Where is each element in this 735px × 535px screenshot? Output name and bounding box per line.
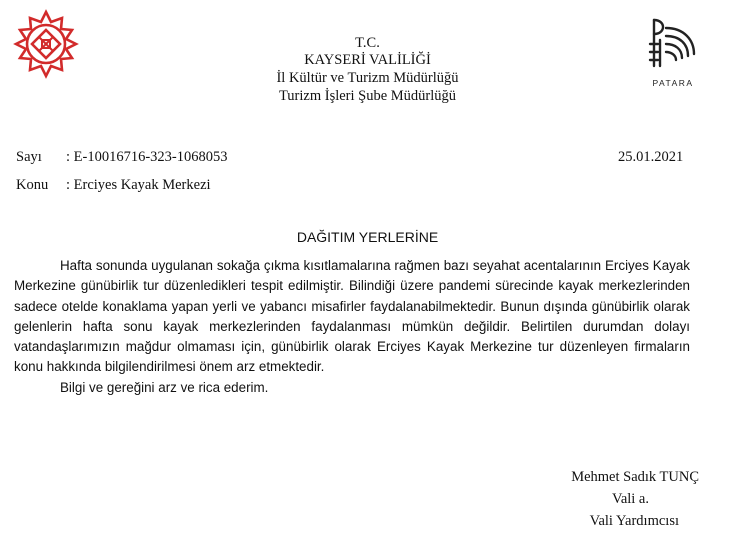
sayi-label: Sayı [16, 149, 42, 165]
document-body [14, 256, 690, 398]
patara-logo-text: PATARA [652, 78, 694, 88]
header-governorship: KAYSERİ VALİLİĞİ [304, 52, 431, 68]
sayi-value: : E-10016716-323-1068053 [66, 149, 228, 165]
header-branch: Turizm İşleri Şube Müdürlüğü [278, 88, 457, 104]
header-line-tc: T.C. [355, 35, 380, 51]
patara-logo-icon [644, 14, 702, 72]
ministry-emblem-icon [10, 8, 82, 80]
body-paragraph-2: Bilgi ve gereğini arz ve rica ederim. [60, 379, 269, 395]
signatory-name: Mehmet Sadık TUNÇ [571, 469, 699, 485]
document-title: DAĞITIM YERLERİNE [296, 229, 439, 245]
body-paragraph-1: Hafta sonunda uygulanan sokağa çıkma kısıtlamalarına rağmen bazı seyahat acentalarının Erciyes Kayak Merkezine günübirlik tur düzenledikleri tespit edilmiştir. Bilindiği üzere pandemi sürecinde kayak merkezlerinden sadece otelde konaklama yapan yerli ve yabancı misafirler faydalanabilmektedir. Bunun dışında günübirlik olarak gelenlerin hafta sonu kayak merkezlerinden faydalanması mümkün değildir. Belirtilen durumdan dolayı vatandaşlarımızın mağdur olmaması için, günübirlik olarak Erciyes Kayak Merkezine tur düzenleyen firmaların konu hakkında bilgilendirilmesi önem arz etmektedir. [14, 258, 690, 375]
header-directorate: İl Kültür ve Turizm Müdürlüğü [276, 70, 459, 86]
konu-value: : Erciyes Kayak Merkezi [66, 177, 211, 193]
document-date: 25.01.2021 [618, 149, 684, 165]
signatory-title: Vali Yardımcısı [589, 513, 679, 529]
signatory-line2: Vali a. [611, 491, 649, 507]
konu-label: Konu [16, 177, 49, 193]
